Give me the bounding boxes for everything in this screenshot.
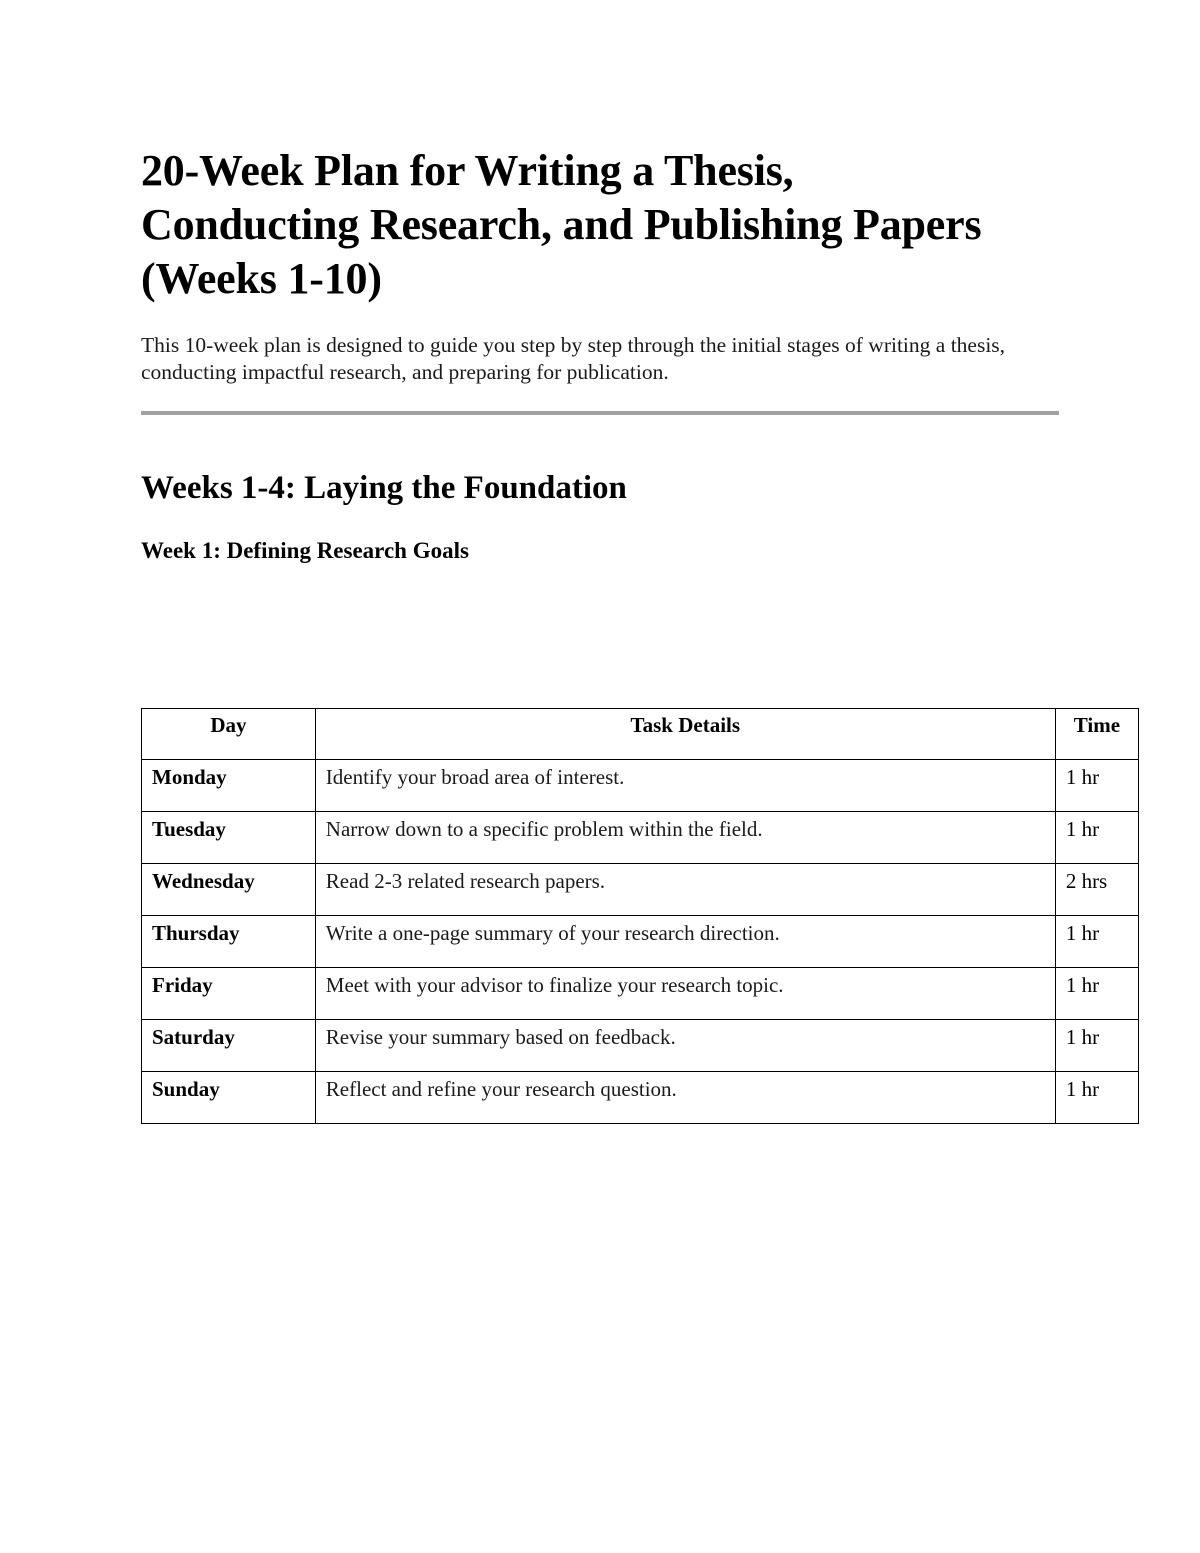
day-cell: Sunday (142, 1072, 316, 1124)
time-cell: 1 hr (1055, 1020, 1138, 1072)
day-cell: Monday (142, 760, 316, 812)
header-task-details: Task Details (315, 709, 1055, 760)
task-cell: Write a one-page summary of your research direction. (315, 916, 1055, 968)
intro-paragraph: This 10-week plan is designed to guide you step by step through the initial stages of writing a thesis, conducting impactful research, and preparing for publication. (141, 333, 1006, 384)
table-row (142, 1072, 1139, 1124)
time-cell: 1 hr (1055, 968, 1138, 1020)
horizontal-divider (141, 411, 1059, 415)
time-cell: 1 hr (1055, 1072, 1138, 1124)
section-heading: Weeks 1-4: Laying the Foundation (141, 470, 627, 506)
time-cell: 1 hr (1055, 916, 1138, 968)
day-cell: Tuesday (142, 812, 316, 864)
task-cell: Revise your summary based on feedback. (315, 1020, 1055, 1072)
day-cell: Wednesday (142, 864, 316, 916)
header-day: Day (142, 709, 316, 760)
document-title (141, 144, 1141, 306)
day-cell: Friday (142, 968, 316, 1020)
table-header-row (142, 709, 1139, 760)
day-cell: Thursday (142, 916, 316, 968)
table-row (142, 1020, 1139, 1072)
table-row (142, 864, 1139, 916)
table-row (142, 968, 1139, 1020)
task-cell: Identify your broad area of interest. (315, 760, 1055, 812)
task-cell: Meet with your advisor to finalize your research topic. (315, 968, 1055, 1020)
time-cell: 2 hrs (1055, 864, 1138, 916)
header-time: Time (1055, 709, 1138, 760)
task-cell: Reflect and refine your research question. (315, 1072, 1055, 1124)
time-cell: 1 hr (1055, 760, 1138, 812)
title-line: 20-Week Plan for Writing a Thesis, (141, 146, 794, 195)
task-cell: Narrow down to a specific problem within the field. (315, 812, 1055, 864)
task-cell: Read 2-3 related research papers. (315, 864, 1055, 916)
title-line: (Weeks 1-10) (141, 254, 382, 303)
week-heading: Week 1: Defining Research Goals (141, 538, 469, 563)
table-row (142, 916, 1139, 968)
table-row (142, 760, 1139, 812)
time-cell: 1 hr (1055, 812, 1138, 864)
title-line: Conducting Research, and Publishing Papers (141, 200, 982, 249)
day-cell: Saturday (142, 1020, 316, 1072)
table-row (142, 812, 1139, 864)
weekly-plan-table (141, 708, 1139, 1124)
